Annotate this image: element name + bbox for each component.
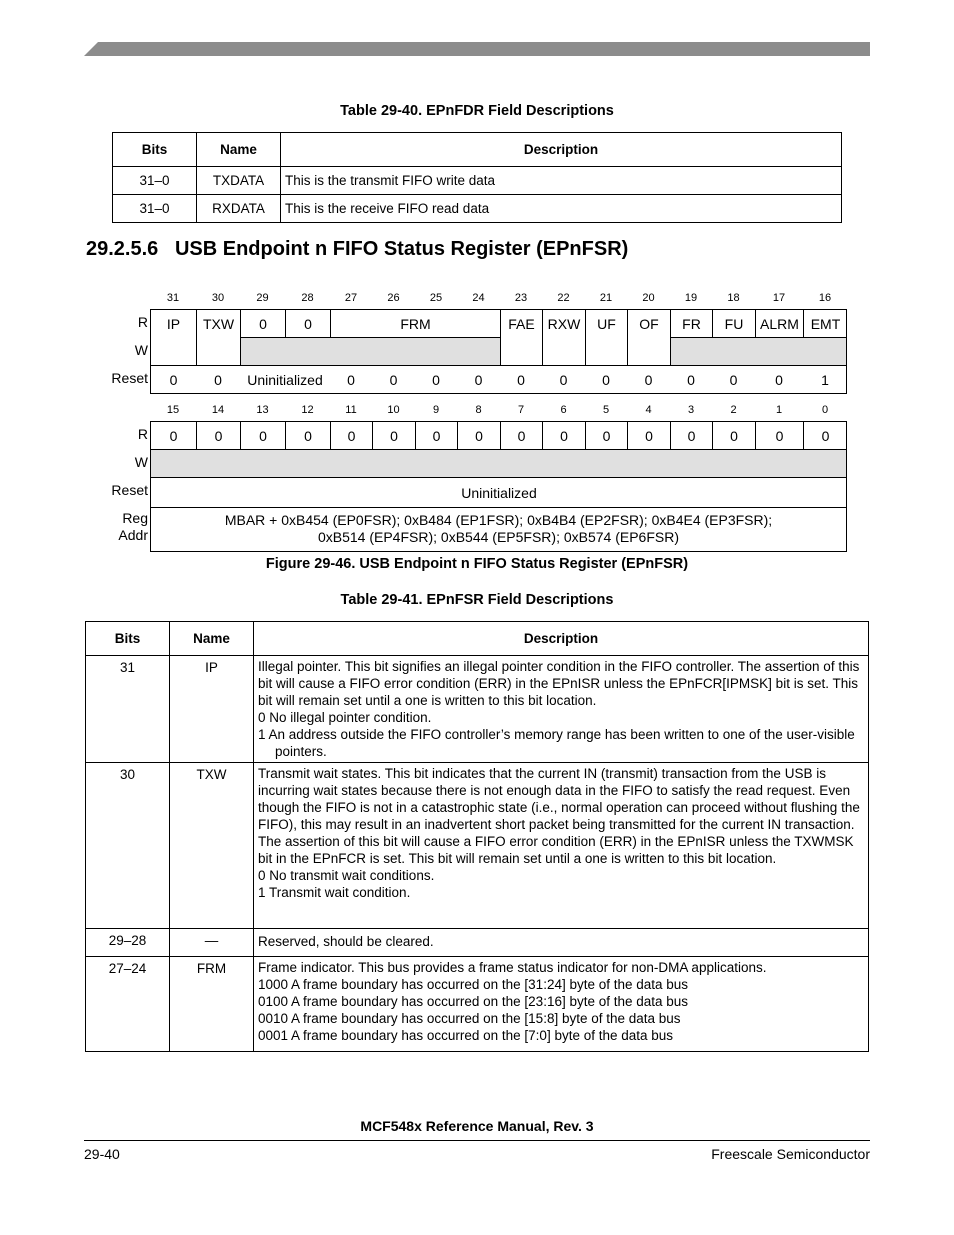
reset-value: 0 xyxy=(196,365,240,393)
bit-field-reserved: 0 xyxy=(240,421,285,449)
bit-field-reserved: 0 xyxy=(285,309,330,337)
reset-value: Uninitialized xyxy=(150,477,847,507)
cell-description xyxy=(254,656,869,763)
table-caption: Table 29-41. EPnFSR Field Descriptions xyxy=(340,592,614,608)
row-label-addr: Addr xyxy=(118,527,148,543)
section-title: USB Endpoint n FIFO Status Register (EPnFSR) xyxy=(174,238,629,260)
cell-name: FRM xyxy=(170,957,254,1052)
row-label-reset: Reset xyxy=(111,370,148,386)
bit-field-reserved: 0 xyxy=(627,421,670,449)
bit-number: 23 xyxy=(514,292,528,304)
bit-number: 16 xyxy=(818,292,832,304)
bit-field-reserved: 0 xyxy=(150,421,196,449)
bit-field-rxw: RXW xyxy=(542,309,585,337)
bit-field-fu: FU xyxy=(712,309,755,337)
bit-field-reserved: 0 xyxy=(330,421,372,449)
bit-number: 18 xyxy=(727,292,740,304)
reset-value: 0 xyxy=(712,365,755,393)
description-text: Illegal pointer. This bit signifies an illegal pointer condition in the FIFO controller. The assertion of this bit will cause a FIFO error condition (ERR) in the EPnISR unless the EPnFCR[IPMSK] bit is set. This bit will remain set until a one is written to this bit location. xyxy=(258,659,860,708)
bit-field-reserved: 0 xyxy=(803,421,847,449)
cell-bits: 31–0 xyxy=(113,195,197,223)
bit-number: 1 xyxy=(775,404,783,416)
fdr-field-table xyxy=(112,132,842,223)
bit-number: 10 xyxy=(387,404,400,416)
bit-number: 12 xyxy=(301,404,314,416)
bit-field-reserved: 0 xyxy=(712,421,755,449)
bit-field-of: OF xyxy=(627,309,670,337)
cell-bits: 27–24 xyxy=(86,957,170,1052)
bit-number: 31 xyxy=(166,292,180,304)
bit-field-alrm: ALRM xyxy=(755,309,803,337)
bit-number: 11 xyxy=(345,404,357,416)
bit-number: 24 xyxy=(472,292,485,304)
bit-field-reserved: 0 xyxy=(240,309,285,337)
bit-number: 7 xyxy=(517,404,525,416)
bit-field-reserved: 0 xyxy=(285,421,330,449)
table-caption: Table 29-40. EPnFDR Field Descriptions xyxy=(340,103,614,119)
cell-name: TXW xyxy=(170,763,254,929)
page-number: 29-40 xyxy=(84,1146,120,1162)
bit-number: 8 xyxy=(475,404,482,416)
fsr-field-table xyxy=(85,621,869,1052)
write-cell xyxy=(542,337,585,365)
bit-number: 28 xyxy=(301,292,314,304)
cell-description xyxy=(254,763,869,929)
reset-value: 0 xyxy=(150,365,196,393)
cell-bits: 31–0 xyxy=(113,167,197,195)
row-label-w: W xyxy=(134,342,148,358)
description-text: 1 An address outside the FIFO controller’s memory range has been written to one of the user-visible pointers. xyxy=(258,727,855,759)
reset-value: Uninitialized xyxy=(240,365,330,393)
description-text: The assertion of this bit will cause a FIFO error condition (ERR) in the EPnISR unless the TXWMSK bit in the EPnFCR is set. This bit will remain set until a one is written to this bit location. xyxy=(258,834,854,866)
write-cell xyxy=(500,337,542,365)
bit-number: 17 xyxy=(772,292,786,304)
description-text: 1 Transmit wait condition. xyxy=(258,885,411,900)
bit-number: 20 xyxy=(642,292,655,304)
row-label-reset: Reset xyxy=(111,482,148,498)
bit-number: 19 xyxy=(684,292,698,304)
bit-number: 27 xyxy=(344,292,358,304)
bit-number: 5 xyxy=(602,404,610,416)
cell-bits: 29–28 xyxy=(86,929,170,957)
write-cell xyxy=(150,337,196,365)
address-line: 0xB514 (EP4FSR); 0xB544 (EP5FSR); 0xB574 (EP6FSR) xyxy=(317,529,680,545)
reset-value: 1 xyxy=(803,365,847,393)
bit-number: 29 xyxy=(256,292,269,304)
description-text: 0010 A frame boundary has occurred on the [15:8] byte of the data bus xyxy=(258,1011,681,1026)
bit-number: 30 xyxy=(211,292,225,304)
cell-name: IP xyxy=(170,656,254,763)
reset-value: 0 xyxy=(500,365,542,393)
bit-field-reserved: 0 xyxy=(542,421,585,449)
reset-value: 0 xyxy=(372,365,415,393)
bit-field-reserved: 0 xyxy=(372,421,415,449)
bit-field-frm: FRM xyxy=(330,309,500,337)
cell-description xyxy=(254,929,869,957)
row-label-r: R xyxy=(137,426,148,442)
col-header-bits: Bits xyxy=(113,133,197,167)
cell-bits: 30 xyxy=(86,763,170,929)
bit-number: 4 xyxy=(645,404,652,416)
bit-number: 3 xyxy=(687,404,695,416)
bit-field-reserved: 0 xyxy=(670,421,712,449)
bit-field-uf: UF xyxy=(585,309,627,337)
write-cell xyxy=(585,337,627,365)
write-cell-reserved xyxy=(150,449,847,477)
bit-number: 22 xyxy=(557,292,570,304)
bit-field-reserved: 0 xyxy=(196,421,240,449)
section-number: 29.2.5.6 xyxy=(86,238,159,260)
bit-number: 13 xyxy=(256,404,269,416)
cell-name: RXDATA xyxy=(197,195,281,223)
row-label-w: W xyxy=(134,454,148,470)
bit-number: 0 xyxy=(821,404,829,416)
address-line: MBAR + 0xB454 (EP0FSR); 0xB484 (EP1FSR); 0xB4B4 (EP2FSR); 0xB4E4 (EP3FSR); xyxy=(224,512,773,528)
description-text: Transmit wait states. This bit indicates that the current IN (transmit) transaction from the USB is incurring wait states because there is not enough data in the FIFO to satisfy the read request. Even though the FIFO is not in a catastrophic state (i.e., normal operation can proceed without flushing the FIFO), this may result in an inadvertent short packet being transmitted for the current IN transaction. xyxy=(258,766,860,832)
bit-field-reserved: 0 xyxy=(500,421,542,449)
col-header-description: Description xyxy=(281,133,842,167)
cell-bits: 31 xyxy=(86,656,170,763)
reset-value: 0 xyxy=(457,365,500,393)
figure-caption: Figure 29-46. USB Endpoint n FIFO Status Register (EPnFSR) xyxy=(265,556,689,572)
bit-field-reserved: 0 xyxy=(585,421,627,449)
bit-number: 6 xyxy=(560,404,567,416)
bit-field-ip: IP xyxy=(150,309,196,337)
write-cell-reserved xyxy=(240,337,500,365)
footer-manual-title: MCF548x Reference Manual, Rev. 3 xyxy=(360,1118,594,1134)
reset-value: 0 xyxy=(585,365,627,393)
cell-description xyxy=(254,957,869,1052)
description-text: Reserved, should be cleared. xyxy=(258,934,434,949)
bit-number: 21 xyxy=(599,292,613,304)
header-banner xyxy=(84,42,870,56)
footer-rule xyxy=(84,1140,870,1141)
description-text: 1000 A frame boundary has occurred on the [31:24] byte of the data bus xyxy=(258,977,689,992)
col-header-name: Name xyxy=(170,622,254,656)
row-label-r: R xyxy=(137,314,148,330)
description-text: 0001 A frame boundary has occurred on the [7:0] byte of the data bus xyxy=(258,1028,674,1043)
description-text: 0 No illegal pointer condition. xyxy=(258,710,432,725)
bit-field-reserved: 0 xyxy=(457,421,500,449)
bit-number: 26 xyxy=(387,292,400,304)
reset-value: 0 xyxy=(755,365,803,393)
cell-description: This is the receive FIFO read data xyxy=(281,195,842,223)
row-label-reg: Reg xyxy=(122,510,148,526)
bit-field-emt: EMT xyxy=(803,309,847,337)
col-header-name: Name xyxy=(197,133,281,167)
cell-description: This is the transmit FIFO write data xyxy=(281,167,842,195)
bit-field-fr: FR xyxy=(670,309,712,337)
write-cell-reserved xyxy=(670,337,847,365)
register-address xyxy=(150,507,847,552)
bit-field-txw: TXW xyxy=(196,309,240,337)
bit-number: 9 xyxy=(432,404,440,416)
reset-value: 0 xyxy=(415,365,457,393)
bit-number: 2 xyxy=(730,404,737,416)
description-text: 0 No transmit wait conditions. xyxy=(258,868,435,883)
reset-value: 0 xyxy=(542,365,585,393)
bit-number: 25 xyxy=(429,292,443,304)
write-cell xyxy=(196,337,240,365)
col-header-description: Description xyxy=(254,622,869,656)
reset-value: 0 xyxy=(627,365,670,393)
bit-number: 15 xyxy=(166,404,180,416)
reset-value: 0 xyxy=(330,365,372,393)
cell-name: — xyxy=(170,929,254,957)
write-cell xyxy=(627,337,670,365)
footer-company: Freescale Semiconductor xyxy=(711,1146,870,1162)
reset-value: 0 xyxy=(670,365,712,393)
col-header-bits: Bits xyxy=(86,622,170,656)
section-heading xyxy=(86,238,628,261)
bit-field-fae: FAE xyxy=(500,309,542,337)
description-text: Frame indicator. This bus provides a frame status indicator for non-DMA applications. xyxy=(258,960,767,975)
description-text: 0100 A frame boundary has occurred on the [23:16] byte of the data bus xyxy=(258,994,689,1009)
cell-name: TXDATA xyxy=(197,167,281,195)
bit-field-reserved: 0 xyxy=(755,421,803,449)
bit-field-reserved: 0 xyxy=(415,421,457,449)
bit-number: 14 xyxy=(211,404,225,416)
